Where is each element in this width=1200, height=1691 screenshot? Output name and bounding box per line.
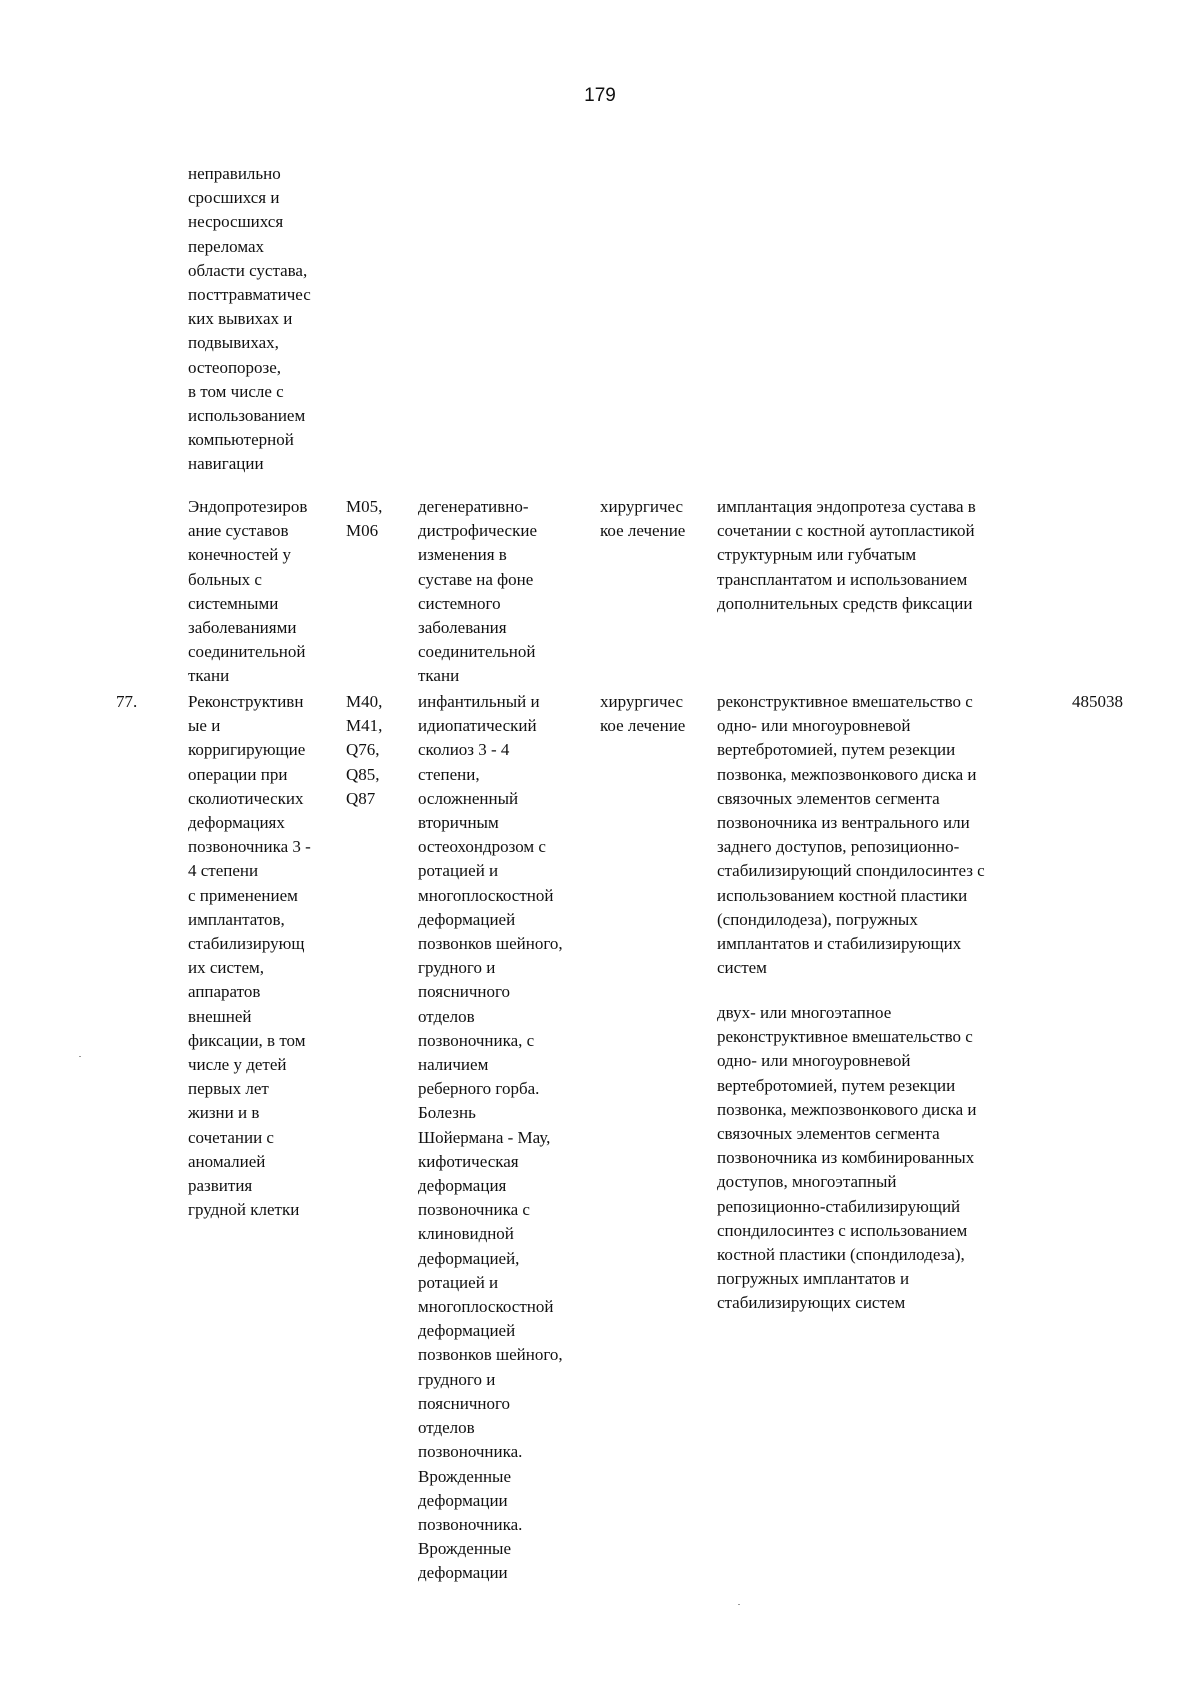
row-77-method-2: двух- или многоэтапное реконструктивное вмешательство с одно- или многоуровневой вертебротомией, путем резекции позвонка, межпозвонкового диска и связочных элементов сегмента позвоночника из комбинированных доступов, многоэтапный репозиционно-стабилизирующий спондилосинтез с использованием костной пластики (спондилодеза), погружных имплантатов и стабилизирующих систем [717, 1003, 977, 1313]
page-number: 179 [584, 85, 616, 106]
scan-speck [79, 1056, 81, 1057]
row-endoprosthesis-method: имплантация эндопротеза сустава в сочетании с костной аутопластикой структурным или губчатым трансплантатом и использованием дополнительных средств фиксации [717, 497, 976, 613]
scan-speck [738, 1604, 740, 1605]
row-endoprosthesis-treatment: хирургичес кое лечение [600, 497, 686, 541]
row-77-name: Реконструктивн ые и корригирующие операции при сколиотических деформациях позвоночника 3 - 4 степени с применением имплантатов, стабилизирующ их систем, аппаратов внешней фиксации, в том числе у детей первых лет жизни и в сочетании с аномалией развития грудной клетки [188, 692, 311, 1220]
row-endoprosthesis-codes: M05, M06 [346, 497, 383, 541]
row-77-cost: 485038 [1072, 692, 1123, 711]
row-endoprosthesis-name: Эндопротезиров ание суставов конечностей у больных с системными заболеваниями соединительной ткани [188, 497, 308, 686]
row-77-model: инфантильный и идиопатический сколиоз 3 - 4 степени, осложненный вторичным остеохондрозом с ротацией и многоплоскостной деформацией позвонков шейного, грудного и поясничного отделов позвоночника, с наличием реберного горба. Болезнь Шойермана - Мау, кифотическая деформация позвоночника с клиновидной деформацией, ротацией и многоплоскостной деформацией позвонков шейного, грудного и поясничного отделов позвоночника. Врожденные деформации позвоночника. Врожденные деформации [418, 692, 563, 1583]
row-77-method-1: реконструктивное вмешательство с одно- или многоуровневой вертебротомией, путем резекции позвонка, межпозвонкового диска и связочных элементов сегмента позвоночника из вентрального или заднего доступов, репозиционно- стабилизирующий спондилосинтез с использованием костной пластики (спондилодеза), погружных имплантатов и стабилизирующих систем [717, 692, 985, 978]
row-77-codes: M40, M41, Q76, Q85, Q87 [346, 692, 383, 808]
row-continuation-name: неправильно сросшихся и несросшихся переломах области сустава, посттравматичес ких вывихах и подвывихах, остеопорозе, в том числе с использованием компьютерной навигации [188, 164, 311, 474]
row-endoprosthesis-model: дегенеративно- дистрофические изменения в суставе на фоне системного заболевания соединительной ткани [418, 497, 538, 686]
row-77-number: 77. [116, 692, 138, 711]
row-77-treatment: хирургичес кое лечение [600, 692, 686, 736]
